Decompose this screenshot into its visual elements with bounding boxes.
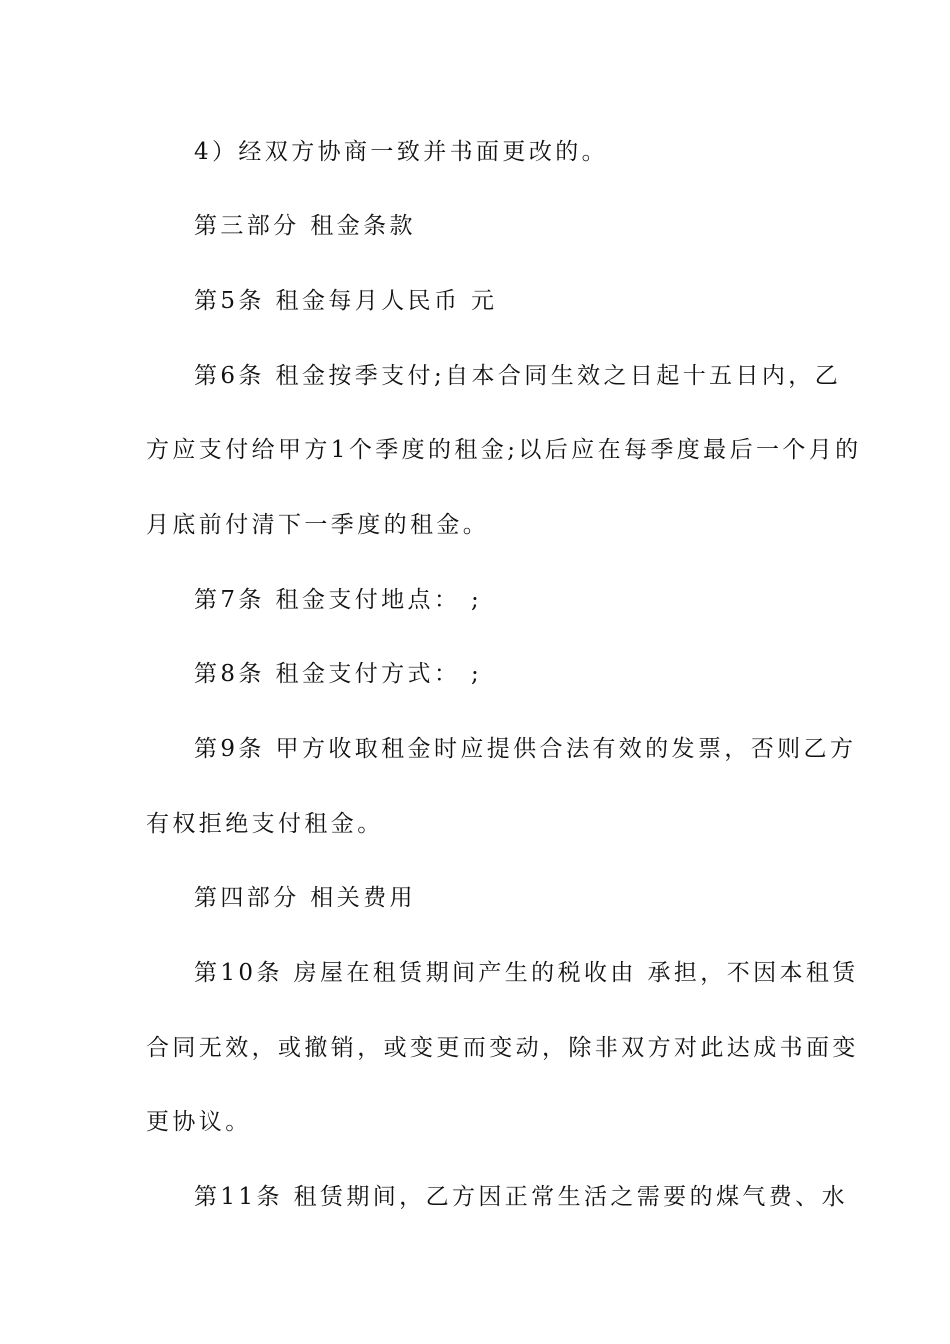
clause-6-line-1: 第6条 租金按季支付;自本合同生效之日起十五日内，乙 bbox=[194, 363, 842, 389]
clause-8: 第8条 租金支付方式： ; bbox=[194, 661, 483, 687]
clause-6-line-2: 方应支付给甲方1个季度的租金;以后应在每季度最后一个月的 bbox=[146, 437, 862, 463]
clause-7: 第7条 租金支付地点： ; bbox=[194, 587, 483, 613]
clause-9-line-1: 第9条 甲方收取租金时应提供合法有效的发票，否则乙方 bbox=[194, 736, 857, 762]
clause-10-line-2: 合同无效，或撤销，或变更而变动，除非双方对此达成书面变 bbox=[146, 1035, 859, 1061]
clause-10-line-3: 更协议。 bbox=[146, 1109, 252, 1135]
clause-10-line-1: 第10条 房屋在租赁期间产生的税收由 承担，不因本租赁 bbox=[194, 960, 859, 986]
clause-9-line-2: 有权拒绝支付租金。 bbox=[146, 811, 384, 837]
section-heading-4: 第四部分 相关费用 bbox=[194, 885, 416, 911]
clause-11-line-1: 第11条 租赁期间，乙方因正常生活之需要的煤气费、水 bbox=[194, 1184, 848, 1210]
clause-6-line-3: 月底前付清下一季度的租金。 bbox=[146, 512, 490, 538]
paragraph-line-1: 4）经双方协商一致并书面更改的。 bbox=[194, 139, 609, 165]
section-heading-3: 第三部分 租金条款 bbox=[194, 213, 416, 239]
clause-5: 第5条 租金每月人民币 元 bbox=[194, 288, 498, 314]
